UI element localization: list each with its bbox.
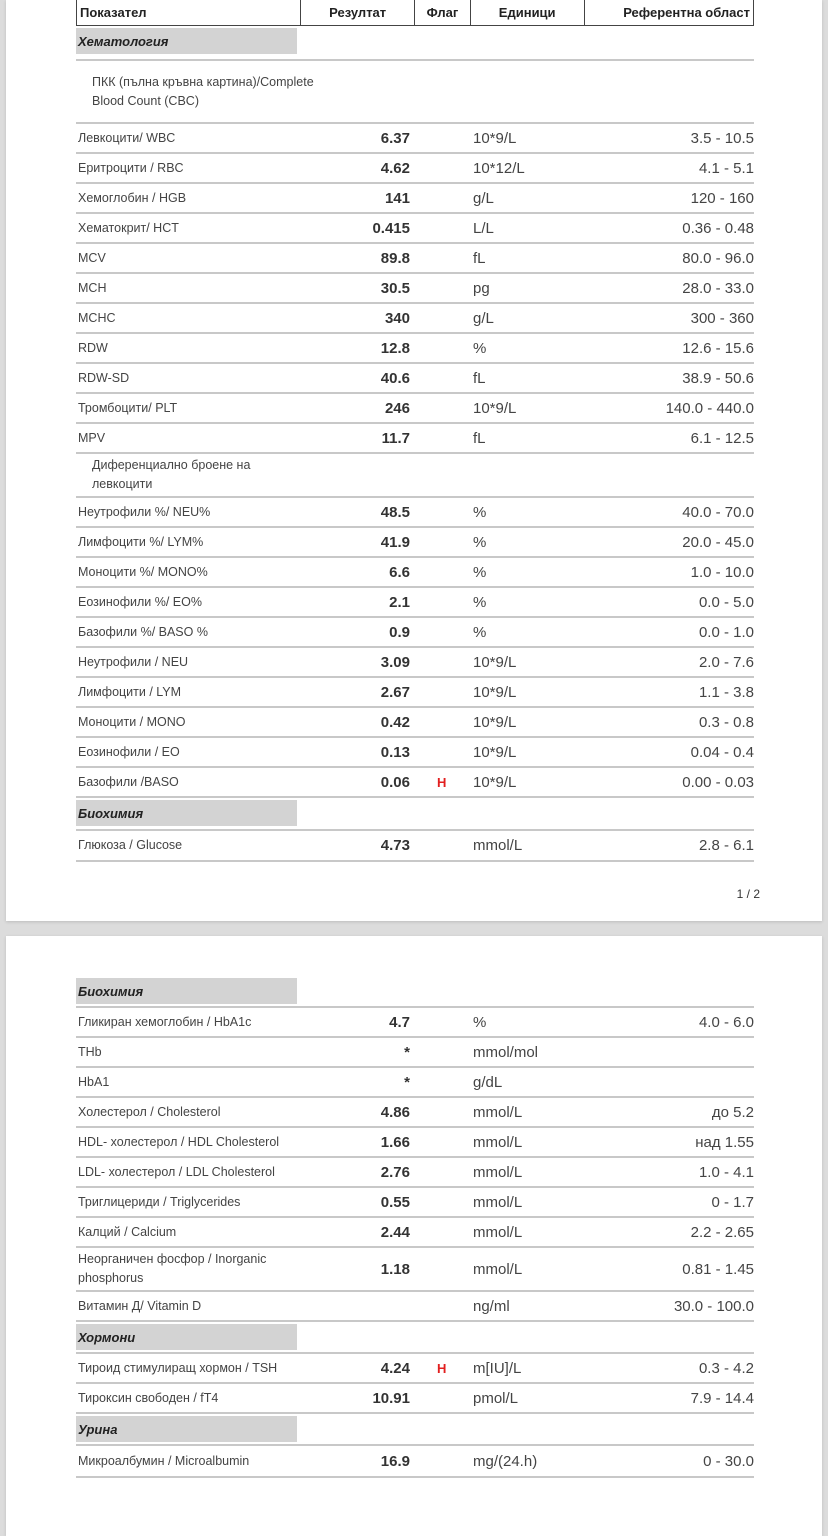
units: 10*9/L [473, 743, 517, 761]
section-biochemistry [76, 798, 754, 831]
reference-range: 40.0 - 70.0 [682, 503, 754, 521]
test-name: Еозинофили / EO [78, 744, 180, 759]
cbc-rows [76, 124, 754, 454]
reference-range: 28.0 - 33.0 [682, 279, 754, 297]
group-label: ПКК (пълна кръвна картина)/Complete Blood Count (CBC) [92, 74, 314, 108]
group-label: Диференциално броене на левкоцити [92, 458, 251, 491]
test-name: Калций / Calcium [78, 1224, 177, 1239]
units: mmol/mol [473, 1043, 539, 1061]
test-name: HDL- холестерол / HDL Cholesterol [78, 1134, 280, 1149]
units: pmol/L [473, 1389, 519, 1407]
test-name: LDL- холестерол / LDL Cholesterol [78, 1164, 275, 1179]
table-row [76, 1292, 754, 1322]
test-name: Тромбоцити/ PLT [78, 400, 178, 415]
reference-range: 3.5 - 10.5 [690, 129, 754, 147]
result-value: 246 [384, 399, 410, 417]
result-value: 6.6 [389, 563, 410, 581]
reference-range: над 1.55 [695, 1133, 754, 1151]
table-row [76, 1038, 754, 1068]
units: L/L [473, 219, 494, 237]
result-value: 41.9 [380, 533, 410, 551]
reference-range: 4.1 - 5.1 [698, 159, 754, 177]
differential-rows [76, 498, 754, 798]
test-name: RDW-SD [78, 370, 130, 385]
test-name: Левкоцити/ WBC [78, 130, 176, 145]
test-name: Неутрофили / NEU [78, 654, 189, 669]
result-value: 48.5 [380, 503, 410, 521]
units: 10*9/L [473, 773, 517, 791]
units: % [473, 339, 487, 357]
result-value: 0.42 [380, 713, 410, 731]
header-reference: Референтна област [623, 5, 751, 20]
test-name: Гликиран хемоглобин / HbA1c [78, 1014, 252, 1029]
table-row [76, 1446, 754, 1478]
section-biochemistry [76, 976, 754, 1008]
units: % [473, 563, 487, 581]
result-value: 4.86 [380, 1103, 410, 1121]
result-value: 2.76 [380, 1163, 410, 1181]
test-name: Микроалбумин / Microalbumin [78, 1453, 250, 1468]
units: % [473, 533, 487, 551]
table-row [76, 334, 754, 364]
result-value: 1.66 [380, 1133, 410, 1151]
biochemistry-rows-page-1 [76, 831, 754, 862]
reference-range: 0.3 - 4.2 [698, 1359, 754, 1377]
table-row [76, 588, 754, 618]
units: 10*9/L [473, 683, 517, 701]
section-label: Хормони [76, 1324, 297, 1350]
table-row [76, 1384, 754, 1414]
header-indicator: Показател [77, 0, 301, 25]
table-row [76, 678, 754, 708]
units: mmol/L [473, 1163, 523, 1181]
reference-range: 0.0 - 1.0 [698, 623, 754, 641]
reference-range: 140.0 - 440.0 [665, 399, 754, 417]
reference-range: 38.9 - 50.6 [682, 369, 754, 387]
table-row [76, 1218, 754, 1248]
report-page-2 [6, 936, 822, 1536]
reference-range: 0.36 - 0.48 [682, 219, 754, 237]
reference-range: 120 - 160 [690, 189, 754, 207]
test-name: Лимфоцити / LYM [78, 684, 182, 699]
reference-range: 0 - 30.0 [703, 1452, 754, 1470]
result-value: 340 [384, 309, 410, 327]
result-value: 4.73 [380, 837, 410, 854]
test-name: Тироксин свободен / fT4 [78, 1390, 219, 1405]
table-row [76, 304, 754, 334]
test-name: Триглицериди / Triglycerides [78, 1194, 241, 1209]
units: mmol/L [473, 1260, 523, 1278]
flag-indicator: H [437, 1360, 447, 1376]
reference-range: 6.1 - 12.5 [690, 429, 754, 447]
table-row [76, 498, 754, 528]
results-table-page-2 [76, 976, 754, 1478]
table-row [76, 154, 754, 184]
table-row [76, 708, 754, 738]
table-row [76, 1158, 754, 1188]
units: g/L [473, 189, 494, 207]
table-row [76, 558, 754, 588]
reference-range: 12.6 - 15.6 [682, 339, 754, 357]
result-value: 40.6 [380, 369, 410, 387]
result-value: 2.67 [380, 683, 410, 701]
table-row [76, 618, 754, 648]
header-result: Резултат [301, 0, 415, 25]
test-name: Еозинофили %/ EO% [78, 594, 202, 609]
table-row [76, 1098, 754, 1128]
table-header [76, 0, 754, 26]
test-name: THb [78, 1044, 102, 1059]
result-value: 10.91 [372, 1389, 410, 1407]
reference-range: 300 - 360 [690, 309, 754, 327]
units: fL [473, 249, 486, 267]
result-value: 1.18 [380, 1260, 410, 1278]
units: pg [473, 279, 490, 297]
reference-range: 4.0 - 6.0 [698, 1013, 754, 1031]
section-hormones [76, 1322, 754, 1354]
test-name: Глюкоза / Glucose [78, 838, 183, 852]
units: mg/(24.h) [473, 1452, 538, 1470]
result-value: 0.06 [380, 773, 410, 791]
units: fL [473, 369, 486, 387]
reference-range: 0.81 - 1.45 [682, 1260, 754, 1278]
reference-range: 80.0 - 96.0 [682, 249, 754, 267]
table-row [76, 1188, 754, 1218]
result-value: 4.7 [389, 1013, 410, 1031]
result-value: 2.44 [380, 1223, 410, 1241]
units: mmol/L [473, 1223, 523, 1241]
test-name: Базофили %/ BASO % [78, 624, 208, 639]
units: mmol/L [473, 1103, 523, 1121]
units: % [473, 1013, 487, 1031]
test-name: HbA1 [78, 1074, 110, 1089]
units: 10*9/L [473, 653, 517, 671]
result-value: 0.9 [389, 623, 410, 641]
result-value: 16.9 [380, 1452, 410, 1470]
page-number: 1 / 2 [736, 887, 760, 901]
test-name: Моноцити %/ MONO% [78, 564, 208, 579]
table-row [76, 768, 754, 798]
test-name: MCHC [78, 310, 116, 325]
units: % [473, 623, 487, 641]
reference-range: 7.9 - 14.4 [690, 1389, 754, 1407]
section-label: Урина [76, 1416, 297, 1442]
result-value: 141 [384, 189, 410, 207]
table-row [76, 1248, 754, 1292]
reference-range: 0.0 - 5.0 [698, 593, 754, 611]
reference-range: 2.0 - 7.6 [698, 653, 754, 671]
result-value: 2.1 [389, 593, 410, 611]
table-row [76, 244, 754, 274]
table-row [76, 214, 754, 244]
table-row [76, 394, 754, 424]
hormone-rows [76, 1354, 754, 1414]
test-name: Холестерол / Cholesterol [78, 1104, 221, 1119]
table-row [76, 1128, 754, 1158]
result-value: 4.24 [380, 1359, 410, 1377]
units: mmol/L [473, 1193, 523, 1211]
section-label: Хематология [76, 28, 297, 54]
table-row [76, 274, 754, 304]
test-name: Хематокрит/ HCT [78, 220, 179, 235]
reference-range: 0.3 - 0.8 [698, 713, 754, 731]
header-units: Единици [471, 0, 585, 25]
result-value: 89.8 [380, 249, 410, 267]
table-row [76, 1068, 754, 1098]
result-value: 6.37 [380, 129, 410, 147]
table-row [76, 1008, 754, 1038]
result-value: 0.415 [372, 219, 410, 237]
report-page-1 [6, 0, 822, 921]
header-flag: Флаг [415, 0, 471, 25]
units: m[IU]/L [473, 1359, 522, 1377]
table-row [76, 124, 754, 154]
result-value: * [404, 1043, 410, 1061]
units: 10*9/L [473, 713, 517, 731]
biochemistry-rows-page-2 [76, 1008, 754, 1322]
urine-rows [76, 1446, 754, 1478]
result-value: 11.7 [381, 429, 410, 447]
table-row [76, 648, 754, 678]
reference-range: до 5.2 [711, 1103, 754, 1121]
result-value: 0.13 [380, 743, 410, 761]
units: 10*9/L [473, 129, 517, 147]
section-hematology [76, 26, 754, 61]
units: 10*9/L [473, 399, 517, 417]
section-label: Биохимия [76, 978, 297, 1004]
table-row [76, 364, 754, 394]
reference-range: 0.04 - 0.4 [690, 743, 754, 761]
test-name: Базофили /BASO [78, 774, 179, 789]
result-value: 4.62 [380, 159, 410, 177]
test-name: Витамин Д/ Vitamin D [78, 1298, 202, 1313]
test-name: Хемоглобин / HGB [78, 190, 187, 205]
test-name: RDW [78, 340, 108, 355]
table-row [76, 424, 754, 454]
units: % [473, 593, 487, 611]
flag-indicator: H [437, 774, 447, 790]
test-name: MPV [78, 430, 106, 445]
units: fL [473, 429, 486, 447]
table-row [76, 184, 754, 214]
reference-range: 20.0 - 45.0 [682, 533, 754, 551]
result-value: 30.5 [380, 279, 410, 297]
reference-range: 1.0 - 10.0 [690, 563, 754, 581]
reference-range: 0 - 1.7 [711, 1193, 754, 1211]
units: mmol/L [473, 837, 523, 854]
test-name: MCV [78, 250, 106, 265]
group-cbc [76, 61, 754, 124]
reference-range: 0.00 - 0.03 [682, 773, 754, 791]
reference-range: 2.2 - 2.65 [690, 1223, 754, 1241]
test-name: Еритроцити / RBC [78, 160, 184, 175]
reference-range: 2.8 - 6.1 [698, 837, 754, 854]
test-name: MCH [78, 280, 107, 295]
test-name: Моноцити / MONO [78, 714, 186, 729]
units: g/L [473, 309, 494, 327]
test-name: Неутрофили %/ NEU% [78, 504, 211, 519]
table-row [76, 1354, 754, 1384]
group-differential [76, 454, 754, 498]
section-urine [76, 1414, 754, 1446]
units: 10*12/L [473, 159, 525, 177]
test-name: Лимфоцити %/ LYM% [78, 534, 204, 549]
result-value: 0.55 [380, 1193, 410, 1211]
units: mmol/L [473, 1133, 523, 1151]
table-row [76, 831, 754, 862]
units: % [473, 503, 487, 521]
units: g/dL [473, 1073, 503, 1091]
result-value: * [404, 1073, 410, 1091]
test-name: Неорганичен фосфор / Inorganic phosphorus [78, 1252, 267, 1285]
table-row [76, 528, 754, 558]
units: ng/ml [473, 1297, 510, 1315]
reference-range: 1.1 - 3.8 [698, 683, 754, 701]
result-value: 3.09 [380, 653, 410, 671]
reference-range: 1.0 - 4.1 [698, 1163, 754, 1181]
table-row [76, 738, 754, 768]
reference-range: 30.0 - 100.0 [673, 1297, 754, 1315]
section-label: Биохимия [76, 800, 297, 826]
test-name: Тироид стимулиращ хормон / TSH [78, 1360, 278, 1375]
results-table-page-1 [76, 0, 754, 862]
result-value: 12.8 [380, 339, 410, 357]
